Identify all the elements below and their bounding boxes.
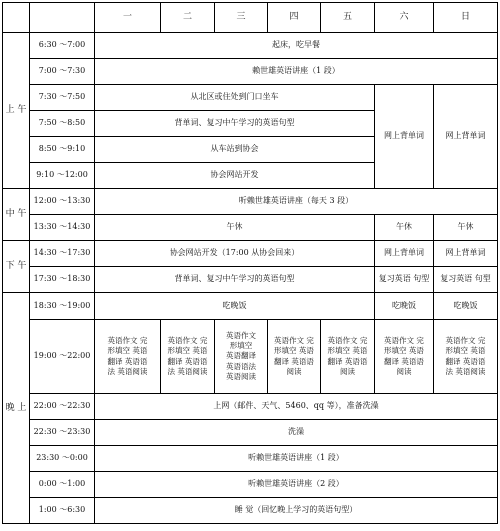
activity-cell: 午休 (95, 215, 375, 241)
study-line: 英语翻译 (226, 351, 256, 361)
study-line: 英语作文 完 (107, 336, 148, 346)
header-day-1: 一 (95, 3, 161, 33)
study-line: 形填空 英语 (445, 346, 486, 356)
activity-cell: 从车站到协会 (95, 137, 375, 163)
header-day-7: 日 (434, 3, 498, 33)
time-cell: 1:00 ～6:30 (30, 498, 95, 524)
time-cell: 22:00 ～22:30 (30, 394, 95, 420)
period-noon: 中 午 (3, 189, 30, 241)
table-row (3, 267, 498, 293)
table-row (3, 420, 498, 446)
activity-cell: 协会网站开发 (95, 163, 375, 189)
time-cell: 7:30 ～7:50 (30, 85, 95, 111)
time-cell: 23:30 ～0:00 (30, 446, 95, 472)
activity-cell-sunday: 午休 (434, 215, 498, 241)
activity-cell-sunday: 吃晚饭 (434, 293, 498, 320)
time-cell: 8:50 ～9:10 (30, 137, 95, 163)
study-line: 英语作文 完 (327, 336, 368, 346)
study-line: 法 英语阅读 (445, 366, 486, 376)
study-cell-monday (95, 320, 161, 394)
activity-cell: 吃晚饭 (95, 293, 375, 320)
study-line: 形填空 英语 (274, 346, 314, 356)
activity-cell-saturday: 复习英语 句型 (375, 267, 434, 293)
study-line: 英语作文 完 (167, 336, 208, 346)
header-day-6: 六 (375, 3, 434, 33)
activity-cell: 听赖世雄英语讲座（2 段） (95, 472, 498, 498)
study-line: 英语阅读 (226, 371, 256, 381)
time-cell: 13:30 ～14:30 (30, 215, 95, 241)
header-day-4: 四 (268, 3, 321, 33)
table-row (3, 33, 498, 59)
activity-cell: 背单词、复习中午学习的英语句型 (95, 111, 375, 137)
study-cell-sunday (434, 320, 498, 394)
table-row (3, 215, 498, 241)
study-line: 阅读 (396, 366, 412, 376)
study-line: 翻译 英语语 (445, 356, 486, 366)
study-line: 法 英语阅读 (167, 366, 208, 376)
table-row (3, 241, 498, 267)
time-cell: 12:00 ～13:30 (30, 189, 95, 215)
time-cell: 14:30 ～17:30 (30, 241, 95, 267)
time-cell: 6:30 ～7:00 (30, 33, 95, 59)
study-line: 翻译 英语语 (167, 356, 208, 366)
period-afternoon: 下 午 (3, 241, 30, 293)
study-line: 翻译 英语语 (327, 356, 368, 366)
study-line: 形填空 英语 (384, 346, 424, 356)
activity-cell: 听赖世雄英语讲座（每天 3 段） (95, 189, 498, 215)
time-cell: 18:30 ～19:00 (30, 293, 95, 320)
study-cell-friday (321, 320, 375, 394)
period-morning: 上 午 (3, 33, 30, 189)
study-cell-wednesday (215, 320, 268, 394)
study-line: 英语语法 (226, 361, 256, 371)
table-row (3, 85, 498, 111)
activity-cell: 起床，吃早餐 (95, 33, 498, 59)
study-cell-tuesday (161, 320, 215, 394)
table-row (3, 189, 498, 215)
study-line: 形填空 英语 (107, 346, 148, 356)
study-line: 英语作文 完 (445, 336, 486, 346)
study-line: 法 英语阅读 (107, 366, 148, 376)
header-day-2: 二 (161, 3, 215, 33)
activity-cell-saturday: 午休 (375, 215, 434, 241)
activity-cell-saturday: 吃晚饭 (375, 293, 434, 320)
table-row (3, 320, 498, 394)
study-line: 翻译 英语语 (107, 356, 148, 366)
activity-cell: 睡 觉（回忆晚上学习的英语句型） (95, 498, 498, 524)
header-blank (30, 3, 95, 33)
activity-cell: 背单词、复习中午学习的英语句型 (95, 267, 375, 293)
activity-cell: 洗澡 (95, 420, 498, 446)
period-evening: 晚 上 (3, 293, 30, 524)
header-row (3, 3, 498, 33)
activity-cell-sunday: 复习英语 句型 (434, 267, 498, 293)
activity-cell: 从北区或住处到门口坐车 (95, 85, 375, 111)
time-cell: 19:00 ～22:00 (30, 320, 95, 394)
time-cell: 22:30 ～23:30 (30, 420, 95, 446)
activity-cell: 上网（邮件、天气、5460、qq 等），准备洗澡 (95, 394, 498, 420)
time-cell: 7:50 ～8:50 (30, 111, 95, 137)
time-cell: 17:30 ～18:30 (30, 267, 95, 293)
study-line: 翻译 英语语 (384, 356, 424, 366)
table-row (3, 394, 498, 420)
header-day-5: 五 (321, 3, 375, 33)
header-corner (3, 3, 30, 33)
study-line: 英语作文 完 (274, 336, 314, 346)
table-row (3, 59, 498, 85)
study-line: 阅读 (286, 366, 302, 376)
study-cell-saturday (375, 320, 434, 394)
study-line: 形填空 英语 (167, 346, 208, 356)
time-cell: 7:00 ～7:30 (30, 59, 95, 85)
activity-cell-saturday: 网上背单词 (375, 241, 434, 267)
study-line: 英语作文 (226, 331, 256, 341)
activity-cell: 听赖世雄英语讲座（1 段） (95, 446, 498, 472)
study-line: 英语作文 完 (384, 336, 424, 346)
schedule-table (2, 2, 498, 524)
table-row (3, 293, 498, 320)
table-row (3, 498, 498, 524)
time-cell: 0:00 ～1:00 (30, 472, 95, 498)
time-cell: 9:10 ～12:00 (30, 163, 95, 189)
table-row (3, 472, 498, 498)
activity-cell-saturday: 网上背单词 (375, 85, 434, 189)
study-cell-thursday (268, 320, 321, 394)
study-line: 阅读 (340, 366, 355, 376)
activity-cell: 协会网站开发（17:00 从协会回来） (95, 241, 375, 267)
table-row (3, 446, 498, 472)
study-line: 翻译 英语语 (274, 356, 314, 366)
study-line: 形填空 英语 (327, 346, 368, 356)
activity-cell: 赖世雄英语讲座（1 段） (95, 59, 498, 85)
header-day-3: 三 (215, 3, 268, 33)
study-line: 形填空 (229, 341, 253, 351)
activity-cell-sunday: 网上背单词 (434, 241, 498, 267)
activity-cell-sunday: 网上背单词 (434, 85, 498, 189)
